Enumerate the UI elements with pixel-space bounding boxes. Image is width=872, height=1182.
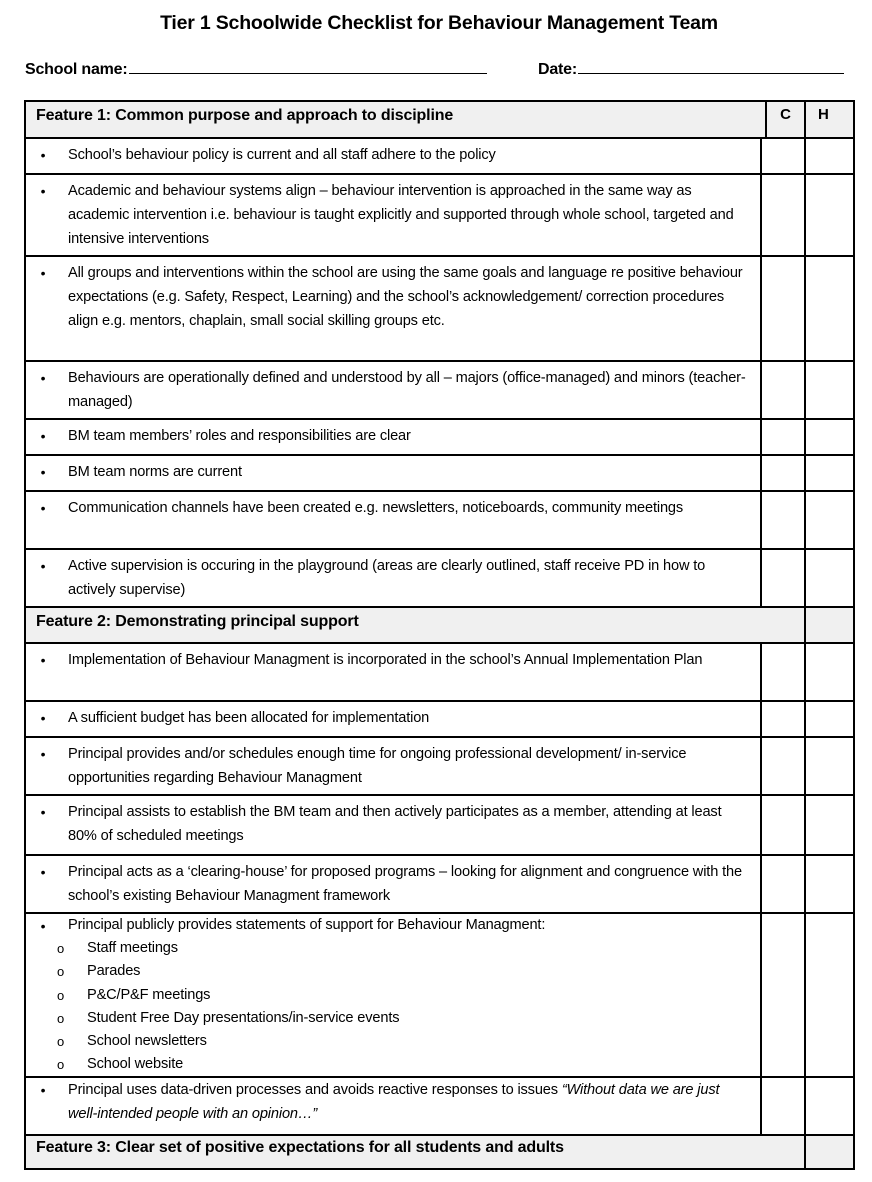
checkbox-c[interactable] [760,139,804,173]
bullet-icon: • [40,652,46,668]
checklist-row [26,490,853,548]
checkbox-h[interactable] [804,175,853,255]
school-name-field[interactable] [25,58,487,79]
checklist-table [24,100,855,1170]
item-text: Principal assists to establish the BM team and then actively participates as a member, attending at least 80% of scheduled meetings [68,804,722,844]
checklist-row [26,854,853,912]
bullet-icon: • [40,370,46,386]
bullet-icon: • [40,710,46,726]
bullet-icon: • [40,864,46,880]
checkbox-c[interactable] [760,1078,804,1134]
item-text: A sufficient budget has been allocated for implementation [68,710,430,726]
item-text: Principal provides and/or schedules enough time for ongoing professional development/ in-service opportunities regarding Behaviour Managment [68,746,687,786]
document-title: Tier 1 Schoolwide Checklist for Behaviour Management Team [160,12,718,34]
checklist-row [26,360,853,418]
checkbox-c[interactable] [760,456,804,490]
checkbox-c[interactable] [760,362,804,418]
feature-title: Feature 3: Clear set of positive expectations for all students and adults [36,1139,564,1156]
checkbox-c[interactable] [760,702,804,736]
sub-list-item: o School website [26,1053,752,1076]
checkbox-h[interactable] [804,702,853,736]
checkbox-c[interactable] [760,914,804,1076]
item-text: BM team norms are current [68,464,242,480]
bullet-icon: • [40,500,46,516]
bullet-icon: • [40,1082,46,1098]
checkbox-h[interactable] [804,420,853,454]
column-header-c: C [765,102,804,137]
bullet-icon: • [40,804,46,820]
feature-header-1 [26,102,853,137]
checklist-row [26,700,853,736]
sub-bullet-icon: o [57,964,65,980]
item-text: All groups and interventions within the school are using the same goals and language re positive behaviour expectations (e.g. Safety, Respect, Learning) and the school’s acknowledgement/ correction procedures align e.g. mentors, chaplain, small social skilling groups etc. [68,265,743,329]
item-text: Academic and behaviour systems align – behaviour intervention is approached in the same way as academic intervention i.e. behaviour is taught explicitly and supported through whole school, targeted and intensive interventions [68,183,734,247]
item-text: Communication channels have been created e.g. newsletters, noticeboards, community meetings [68,500,684,516]
sub-list-item: o School newsletters [26,1030,752,1053]
checkbox-c[interactable] [760,856,804,912]
checklist-row [26,454,853,490]
sub-bullet-icon: o [57,987,65,1003]
checkbox-c[interactable] [760,644,804,700]
checklist-row [26,912,853,1076]
bullet-icon: • [40,558,46,574]
bullet-icon: • [40,746,46,762]
checkbox-h[interactable] [804,796,853,854]
bullet-icon: • [40,265,46,281]
item-text: Principal acts as a ‘clearing-house’ for proposed programs – looking for alignment and congruence with the school’s existing Behaviour Managment framework [68,864,742,904]
sub-list-item: o Parades [26,960,752,983]
bullet-icon: • [40,147,46,163]
checklist-row [26,1076,853,1134]
sub-bullet-icon: o [57,1057,65,1073]
school-name-blank[interactable] [129,58,487,74]
checkbox-c[interactable] [760,257,804,360]
column-header-h: H [804,102,853,137]
checkbox-c[interactable] [760,738,804,794]
checklist-row [26,137,853,173]
item-text: School’s behaviour policy is current and all staff adhere to the policy [68,147,496,163]
checkbox-h[interactable] [804,644,853,700]
feature-header-2 [26,606,853,642]
checkbox-h[interactable] [804,492,853,548]
feature-title: Feature 1: Common purpose and approach to discipline [36,107,454,124]
checkbox-c[interactable] [760,796,804,854]
sub-bullet-icon: o [57,1010,65,1026]
bullet-icon: • [40,183,46,199]
checklist-row [26,418,853,454]
checklist-row [26,794,853,854]
feature-header-3 [26,1134,853,1168]
feature-header-h-cell [804,1136,853,1168]
checkbox-c[interactable] [760,175,804,255]
sub-bullet-icon: o [57,941,65,957]
item-text: Principal uses data-driven processes and avoids reactive responses to issues [68,1082,562,1098]
checklist-row [26,173,853,255]
feature-title: Feature 2: Demonstrating principal support [36,613,359,630]
bullet-icon: • [40,918,46,934]
item-text: Implementation of Behaviour Managment is incorporated in the school’s Annual Implementation Plan [68,652,703,668]
checklist-row [26,642,853,700]
item-text: Principal publicly provides statements of support for Behaviour Managment: [68,917,546,933]
sub-bullet-icon: o [57,1034,65,1050]
checkbox-h[interactable] [804,738,853,794]
sub-list-item: o Staff meetings [26,937,752,960]
bullet-icon: • [40,464,46,480]
sub-list [57,937,752,1076]
bullet-icon: • [40,428,46,444]
checkbox-h[interactable] [804,362,853,418]
checkbox-c[interactable] [760,420,804,454]
date-field[interactable] [538,58,844,79]
checklist-row [26,736,853,794]
checkbox-h[interactable] [804,1078,853,1134]
item-text: BM team members’ roles and responsibilities are clear [68,428,411,444]
checklist-row [26,255,853,360]
sub-list-item: o Student Free Day presentations/in-service events [26,1007,752,1030]
checkbox-h[interactable] [804,856,853,912]
date-label: Date: [538,61,578,78]
item-text: Active supervision is occuring in the playground (areas are clearly outlined, staff receive PD in how to actively supervise) [68,558,706,598]
item-quote: “Without data we are just well-intended people with an opinion…” [68,1082,720,1122]
checkbox-h[interactable] [804,456,853,490]
sub-list-item: o P&C/P&F meetings [26,984,752,1007]
checkbox-h[interactable] [804,914,853,1076]
checkbox-h[interactable] [804,550,853,606]
checkbox-c[interactable] [760,492,804,548]
checklist-row [26,548,853,606]
feature-header-h-cell [804,608,853,642]
checkbox-h[interactable] [804,257,853,360]
item-text: Behaviours are operationally defined and understood by all – majors (office-managed) and minors (teacher-managed) [68,370,746,410]
date-blank[interactable] [578,58,844,74]
checkbox-c[interactable] [760,550,804,606]
checkbox-h[interactable] [804,139,853,173]
school-name-label: School name: [25,61,128,78]
